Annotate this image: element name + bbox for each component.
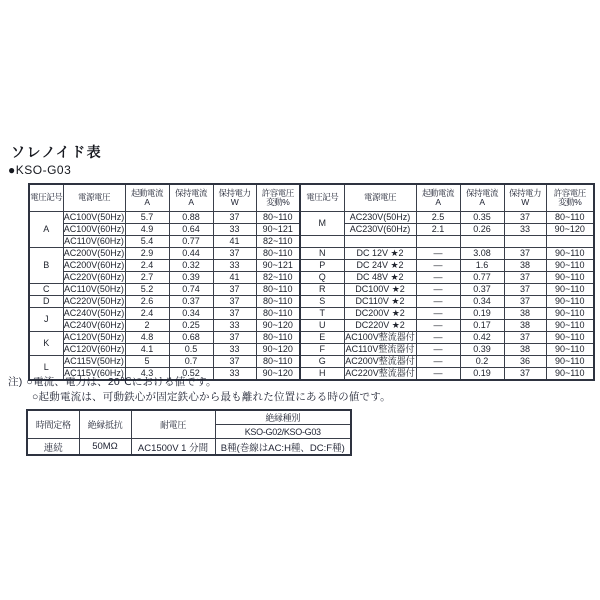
table-cell: AC120V(50Hz): [63, 332, 125, 342]
table-cell: B: [29, 248, 63, 284]
solenoid-tables: [28, 183, 595, 381]
table-cell: 37: [213, 212, 256, 224]
table-cell: AC110V(50Hz): [64, 284, 124, 294]
table-cell: 82~110: [256, 272, 300, 284]
table-cell: R: [300, 284, 344, 296]
table-cell: —: [416, 308, 460, 320]
spec-header-row: [27, 410, 351, 425]
table-cell: 37: [213, 296, 256, 308]
table-cell: 82~110: [256, 236, 300, 248]
table-row: [29, 344, 300, 356]
table-cell: 0.26: [460, 224, 504, 236]
table-cell: 50MΩ: [79, 439, 131, 456]
insulation-spec-table: [26, 409, 352, 456]
table-row: [300, 260, 594, 272]
table-cell: 33: [213, 260, 256, 272]
table-cell: [300, 236, 344, 248]
table-cell: 37: [504, 248, 546, 260]
table-cell: AC220V整流器付: [345, 368, 415, 378]
table-cell: M: [300, 212, 344, 236]
table-row: [300, 320, 594, 332]
table-cell: Q: [300, 272, 344, 284]
table-cell: 5.2: [125, 284, 169, 296]
table-cell: 4.8: [125, 332, 169, 344]
table-cell: 0.74: [169, 284, 213, 296]
table-cell: —: [416, 248, 460, 260]
table-cell: AC115V(50Hz): [64, 356, 124, 366]
table-row: [300, 344, 594, 356]
table-cell: 37: [213, 284, 256, 296]
table-cell: U: [300, 320, 344, 332]
table-cell: G: [300, 356, 344, 368]
table-row: [29, 332, 300, 344]
table-cell: [546, 236, 594, 248]
table-cell: 0.7: [169, 356, 213, 368]
table-cell: 41: [213, 272, 256, 284]
table-cell: 90~110: [546, 308, 594, 320]
table-cell: [344, 236, 416, 248]
note-text-1: ○電流、電力は、20℃における値です。: [26, 376, 217, 388]
table-cell: 36: [504, 356, 546, 368]
table-cell: 4.1: [125, 344, 169, 356]
table-cell: 90~121: [256, 224, 300, 236]
table-cell: 38: [504, 308, 546, 320]
table-cell: 0.32: [169, 260, 213, 272]
table-cell: 37: [504, 212, 546, 224]
table-cell: 80~110: [256, 248, 300, 260]
table-cell: 4.3: [125, 368, 169, 381]
table-cell: 0.52: [169, 368, 213, 381]
table-cell: A: [29, 212, 63, 248]
table-cell: 2.6: [125, 296, 169, 308]
table-cell: AC100V(60Hz): [63, 224, 125, 234]
table-row: [300, 224, 594, 236]
table-cell: 80~110: [256, 308, 300, 320]
table-cell: DC220V ★2: [344, 320, 416, 332]
table-cell: B種(巻線はAC:H種、DC:F種): [215, 439, 351, 456]
table-cell: —: [416, 368, 460, 381]
table-cell: 2: [125, 320, 169, 332]
table-cell: 80~110: [256, 356, 300, 368]
column-header: 保持電力 W: [504, 184, 546, 212]
table-cell: AC230V(60Hz): [344, 224, 416, 236]
column-header: 電圧記号: [29, 184, 63, 212]
table-cell: D: [29, 296, 63, 308]
table-row: [300, 236, 594, 248]
table-row: [300, 332, 594, 344]
column-header: 電源電圧: [63, 184, 125, 212]
table-cell: —: [416, 284, 460, 296]
column-header: 許容電圧 変動%: [546, 184, 594, 212]
table-cell: 90~120: [256, 368, 300, 381]
table-cell: 0.77: [169, 236, 213, 248]
table-cell: 0.37: [460, 284, 504, 296]
table-cell: AC100V整流器付: [345, 332, 415, 342]
table-cell: 90~110: [546, 320, 594, 332]
table-cell: 2.4: [125, 308, 169, 320]
table-cell: AC100V(50Hz): [63, 212, 125, 222]
table-cell: 37: [213, 308, 256, 320]
table-cell: AC1500V 1 分間: [131, 439, 215, 456]
table-cell: 38: [504, 344, 546, 356]
table-cell: C: [29, 284, 63, 296]
table-row: [27, 439, 351, 456]
table-row: [29, 272, 300, 284]
table-cell: 38: [504, 260, 546, 272]
table-row: [29, 284, 300, 296]
table-cell: 連続: [27, 439, 79, 456]
table-cell: 0.88: [169, 212, 213, 224]
table-cell: 90~110: [546, 296, 594, 308]
table-cell: —: [416, 344, 460, 356]
table-row: [300, 308, 594, 320]
table-cell: 41: [213, 236, 256, 248]
table-cell: 0.68: [169, 332, 213, 344]
table-cell: 0.17: [460, 320, 504, 332]
table-cell: F: [300, 344, 344, 356]
table-cell: AC220V(60Hz): [63, 272, 125, 282]
column-header: 電圧記号: [300, 184, 344, 212]
column-header: 起動電流 A: [416, 184, 460, 212]
table-row: [300, 212, 594, 224]
table-cell: 0.34: [460, 296, 504, 308]
table-cell: DC100V ★2: [344, 284, 416, 296]
table-row: [29, 212, 300, 224]
table-cell: [504, 236, 546, 248]
table-row: [29, 308, 300, 320]
table-cell: P: [300, 260, 344, 272]
table-cell: —: [416, 320, 460, 332]
table-cell: 80~110: [256, 284, 300, 296]
table-cell: E: [300, 332, 344, 344]
table-cell: AC230V(50Hz): [344, 212, 416, 224]
table-cell: —: [416, 272, 460, 284]
table-cell: 2.7: [125, 272, 169, 284]
table-cell: 0.77: [460, 272, 504, 284]
table-row: [29, 356, 300, 368]
table-cell: 0.34: [169, 308, 213, 320]
table-cell: DC 12V ★2: [344, 248, 416, 260]
table-cell: 2.9: [125, 248, 169, 260]
column-header: 電源電圧: [344, 184, 416, 212]
table-cell: 0.35: [460, 212, 504, 224]
table-cell: 33: [213, 224, 256, 236]
page-title: ソレノイド表: [11, 144, 103, 160]
table-cell: 37: [504, 272, 546, 284]
table-row: [29, 320, 300, 332]
table-cell: S: [300, 296, 344, 308]
column-header: 保持電流 A: [169, 184, 213, 212]
table-cell: —: [416, 332, 460, 344]
table-row: [29, 296, 300, 308]
column-header: 許容電圧 変動%: [256, 184, 300, 212]
table-cell: 2.5: [416, 212, 460, 224]
table-cell: DC200V ★2: [344, 308, 416, 320]
table-cell: 1.6: [460, 260, 504, 272]
column-header: 保持電力 W: [213, 184, 256, 212]
table-cell: 0.37: [169, 296, 213, 308]
col-withstand-voltage: 耐電圧: [131, 410, 215, 439]
table-cell: 4.9: [125, 224, 169, 236]
header-row: [300, 184, 594, 212]
note-line-2: ○起動電流は、可動鉄心が固定鉄心から最も離れた位置にある時の値です。: [32, 391, 391, 404]
notes: [8, 375, 391, 405]
table-cell: 5.4: [125, 236, 169, 248]
table-cell: AC200V(60Hz): [63, 260, 125, 270]
table-cell: 2.1: [416, 224, 460, 236]
solenoid-table-left: [28, 183, 301, 381]
table-cell: 33: [213, 368, 256, 381]
table-cell: 5: [125, 356, 169, 368]
col-insulation-class-sub: KSO-G02/KSO-G03: [215, 425, 351, 439]
table-cell: 37: [504, 284, 546, 296]
table-cell: DC 24V ★2: [344, 260, 416, 272]
table-cell: N: [300, 248, 344, 260]
col-insulation-resistance: 絶縁抵抗: [79, 410, 131, 439]
table-cell: 90~120: [546, 224, 594, 236]
table-cell: 0.19: [460, 368, 504, 381]
table-row: [300, 284, 594, 296]
table-cell: AC115V(60Hz): [64, 368, 124, 378]
table-cell: 0.64: [169, 224, 213, 236]
table-cell: K: [29, 332, 63, 356]
table-cell: 2.4: [125, 260, 169, 272]
table-row: [300, 296, 594, 308]
table-cell: 5.7: [125, 212, 169, 224]
table-row: [300, 248, 594, 260]
note-line-1: [8, 375, 391, 390]
table-cell: 0.42: [460, 332, 504, 344]
table-row: [300, 356, 594, 368]
table-cell: L: [29, 356, 63, 381]
table-cell: AC240V(60Hz): [63, 320, 125, 330]
table-cell: 90~120: [256, 344, 300, 356]
table-cell: DC 48V ★2: [344, 272, 416, 284]
table-cell: [460, 236, 504, 248]
table-cell: 0.5: [169, 344, 213, 356]
table-cell: 37: [213, 356, 256, 368]
table-cell: 0.39: [460, 344, 504, 356]
table-cell: 90~110: [546, 344, 594, 356]
table-cell: 37: [213, 332, 256, 344]
table-cell: —: [416, 296, 460, 308]
note-prefix: 注): [8, 376, 23, 388]
table-cell: 90~110: [546, 368, 594, 381]
table-cell: 37: [504, 332, 546, 344]
table-cell: DC110V ★2: [344, 296, 416, 308]
table-cell: 80~110: [546, 212, 594, 224]
table-cell: 90~110: [546, 272, 594, 284]
table-cell: AC240V(50Hz): [63, 308, 125, 318]
table-cell: AC120V(60Hz): [63, 344, 125, 354]
table-cell: 37: [213, 248, 256, 260]
solenoid-table-right: [299, 183, 595, 381]
table-row: [300, 272, 594, 284]
table-cell: 33: [213, 344, 256, 356]
table-cell: AC200V(50Hz): [63, 248, 125, 258]
table-cell: 33: [504, 224, 546, 236]
table-cell: [416, 236, 460, 248]
table-cell: 90~110: [546, 284, 594, 296]
table-cell: 3.08: [460, 248, 504, 260]
table-cell: AC110V整流器付: [345, 344, 415, 354]
table-row: [29, 248, 300, 260]
header-row: [29, 184, 300, 212]
table-cell: 90~121: [256, 260, 300, 272]
table-cell: 0.39: [169, 272, 213, 284]
table-cell: 80~110: [256, 332, 300, 344]
column-header: 保持電流 A: [460, 184, 504, 212]
table-cell: 90~110: [546, 248, 594, 260]
table-cell: 0.19: [460, 308, 504, 320]
table-cell: 90~110: [546, 260, 594, 272]
table-cell: 38: [504, 320, 546, 332]
table-cell: —: [416, 260, 460, 272]
table-row: [29, 260, 300, 272]
table-cell: H: [300, 368, 344, 381]
table-cell: T: [300, 308, 344, 320]
col-insulation-class: 絶縁種別: [215, 410, 351, 425]
table-row: [29, 224, 300, 236]
table-cell: 37: [504, 368, 546, 381]
column-header: 起動電流 A: [125, 184, 169, 212]
table-cell: 0.44: [169, 248, 213, 260]
table-row: [29, 236, 300, 248]
table-cell: 90~120: [256, 320, 300, 332]
table-cell: 90~110: [546, 332, 594, 344]
table-cell: 37: [504, 296, 546, 308]
table-cell: AC110V(60Hz): [64, 236, 124, 246]
table-cell: 80~110: [256, 212, 300, 224]
table-cell: 90~110: [546, 356, 594, 368]
table-cell: 33: [213, 320, 256, 332]
table-cell: AC220V(50Hz): [63, 296, 125, 306]
table-cell: —: [416, 356, 460, 368]
model-label: ●KSO-G03: [8, 163, 72, 177]
table-cell: 80~110: [256, 296, 300, 308]
table-cell: 0.25: [169, 320, 213, 332]
table-cell: 0.2: [460, 356, 504, 368]
table-cell: AC200V整流器付: [345, 356, 415, 366]
table-cell: J: [29, 308, 63, 332]
col-time-rating: 時間定格: [27, 410, 79, 439]
